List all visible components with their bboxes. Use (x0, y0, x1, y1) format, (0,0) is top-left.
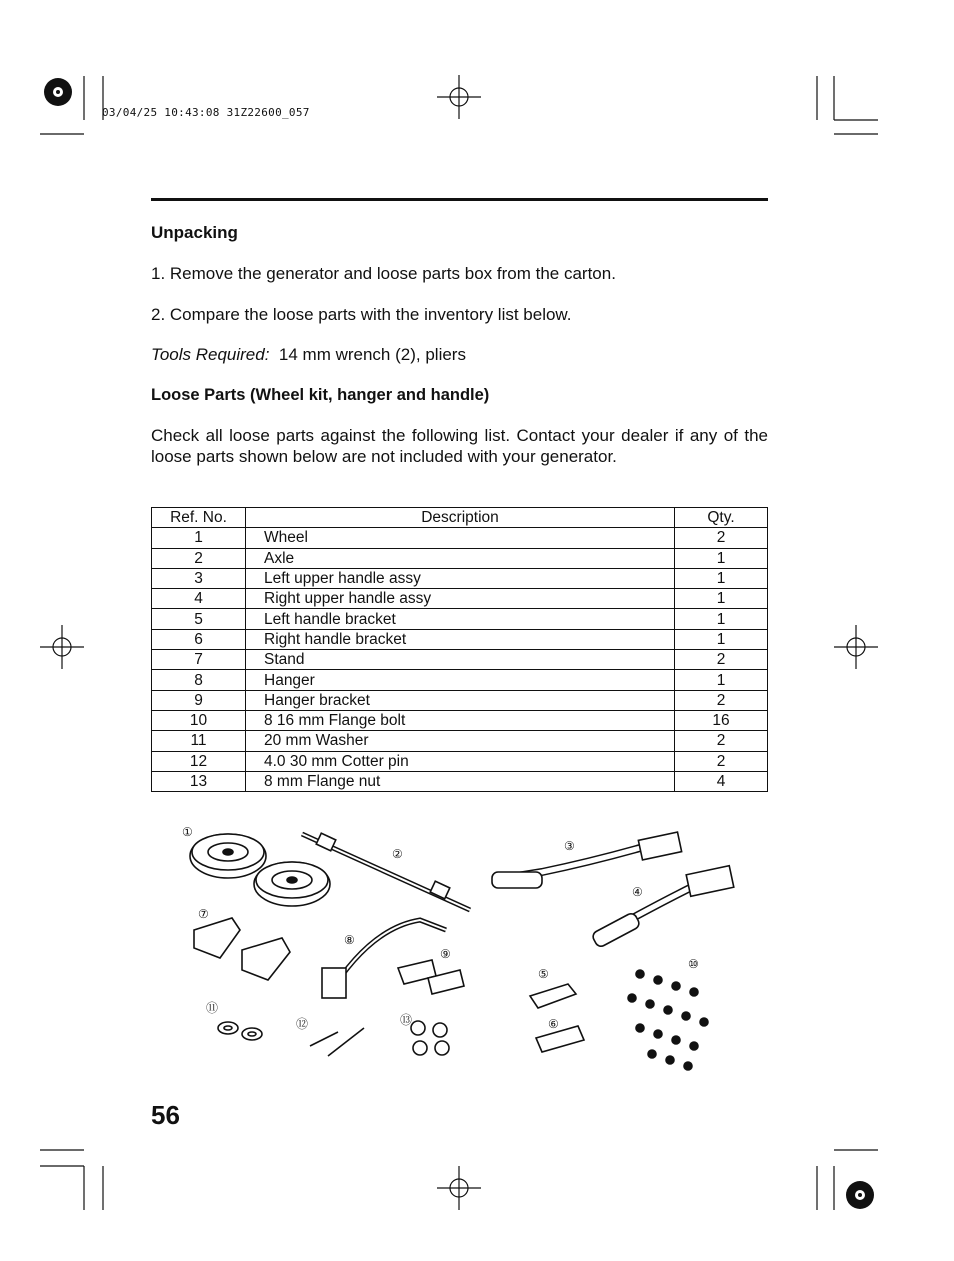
cell-description: 20 mm Washer (246, 731, 675, 751)
cell-description: Left upper handle assy (246, 568, 675, 588)
cell-ref-no: 5 (152, 609, 246, 629)
tools-label: Tools Required: (151, 345, 270, 364)
callout-13: ⑬ (400, 1013, 413, 1027)
starburst-target-icon (846, 1181, 874, 1209)
washer-icon (218, 1022, 262, 1040)
flange-nut-icon (411, 1021, 449, 1055)
table-row (152, 568, 768, 588)
cell-ref-no: 9 (152, 690, 246, 710)
flange-bolt-icon (628, 970, 708, 1070)
step-2: 2. Compare the loose parts with the inventory list below. (151, 305, 572, 324)
cell-description: Left handle bracket (246, 609, 675, 629)
cell-description: 4.0 30 mm Cotter pin (246, 751, 675, 771)
callout-9: ⑨ (440, 947, 451, 961)
starburst-target-icon (44, 78, 72, 106)
table-row (152, 690, 768, 710)
callout-7: ⑦ (198, 907, 209, 921)
cell-ref-no: 7 (152, 650, 246, 670)
callout-3: ③ (564, 839, 575, 853)
callout-8: ⑧ (344, 933, 355, 947)
cell-qty: 16 (675, 710, 768, 730)
callout-10: ⑩ (688, 957, 699, 971)
parts-table-body (152, 528, 768, 792)
table-row (152, 771, 768, 791)
table-row (152, 629, 768, 649)
print-stamp: 03/04/25 10:43:08 31Z22600_057 (102, 106, 310, 119)
intro-paragraph: Check all loose parts against the following list. Contact your dealer if any of the loose parts shown below are not included with your generator. (151, 426, 768, 466)
table-row (152, 609, 768, 629)
cell-qty: 1 (675, 609, 768, 629)
heading-loose-parts: Loose Parts (Wheel kit, hanger and handle) (151, 386, 490, 404)
cell-ref-no: 11 (152, 731, 246, 751)
loose-parts-illustration (170, 818, 770, 1078)
cell-description: Hanger (246, 670, 675, 690)
header-qty: Qty. (675, 508, 768, 528)
cell-qty: 1 (675, 568, 768, 588)
step-1: 1. Remove the generator and loose parts box from the carton. (151, 264, 616, 283)
table-row (152, 670, 768, 690)
cell-qty: 1 (675, 589, 768, 609)
cell-qty: 2 (675, 650, 768, 670)
section-rule (151, 198, 768, 201)
cell-description: Axle (246, 548, 675, 568)
cell-qty: 1 (675, 629, 768, 649)
wheel-icon (190, 834, 266, 878)
left-upper-handle-icon (492, 832, 682, 888)
cell-description: Right handle bracket (246, 629, 675, 649)
cell-qty: 1 (675, 670, 768, 690)
cell-description: Hanger bracket (246, 690, 675, 710)
table-row (152, 710, 768, 730)
cell-ref-no: 4 (152, 589, 246, 609)
page-number: 56 (151, 1100, 180, 1130)
cotter-pin-icon (310, 1028, 364, 1056)
heading-unpacking: Unpacking (151, 223, 238, 242)
cell-qty: 2 (675, 690, 768, 710)
parts-table (151, 507, 768, 792)
cell-qty: 2 (675, 731, 768, 751)
cell-description: 8 mm Flange nut (246, 771, 675, 791)
cell-qty: 2 (675, 751, 768, 771)
table-header-row (152, 508, 768, 528)
table-row (152, 548, 768, 568)
cell-description: Wheel (246, 528, 675, 548)
cell-ref-no: 10 (152, 710, 246, 730)
cell-ref-no: 12 (152, 751, 246, 771)
callout-11: ⑪ (206, 1001, 219, 1015)
cell-description: 8 16 mm Flange bolt (246, 710, 675, 730)
table-row (152, 650, 768, 670)
table-row (152, 731, 768, 751)
cell-ref-no: 13 (152, 771, 246, 791)
tools-value: 14 mm wrench (2), pliers (278, 345, 466, 364)
cell-qty: 4 (675, 771, 768, 791)
cell-ref-no: 1 (152, 528, 246, 548)
header-ref-no: Ref. No. (152, 508, 246, 528)
callout-4: ④ (632, 885, 643, 899)
cell-description: Stand (246, 650, 675, 670)
cell-qty: 1 (675, 548, 768, 568)
callout-12: ⑫ (296, 1017, 309, 1031)
cell-description: Right upper handle assy (246, 589, 675, 609)
cell-ref-no: 3 (152, 568, 246, 588)
callout-6: ⑥ (548, 1017, 559, 1031)
table-row (152, 589, 768, 609)
hanger-icon (322, 920, 446, 998)
table-row (152, 528, 768, 548)
cell-ref-no: 8 (152, 670, 246, 690)
axle-icon (302, 833, 470, 910)
table-row (152, 751, 768, 771)
callout-1: ① (182, 825, 193, 839)
right-upper-handle-icon (591, 866, 734, 949)
tools-required (151, 345, 466, 365)
cell-qty: 2 (675, 528, 768, 548)
cell-ref-no: 6 (152, 629, 246, 649)
callout-5: ⑤ (538, 967, 549, 981)
callout-2: ② (392, 847, 403, 861)
header-description: Description (246, 508, 675, 528)
cell-ref-no: 2 (152, 548, 246, 568)
wheel-icon (254, 862, 330, 906)
stand-icon (194, 918, 290, 980)
hanger-bracket-icon (398, 960, 464, 994)
